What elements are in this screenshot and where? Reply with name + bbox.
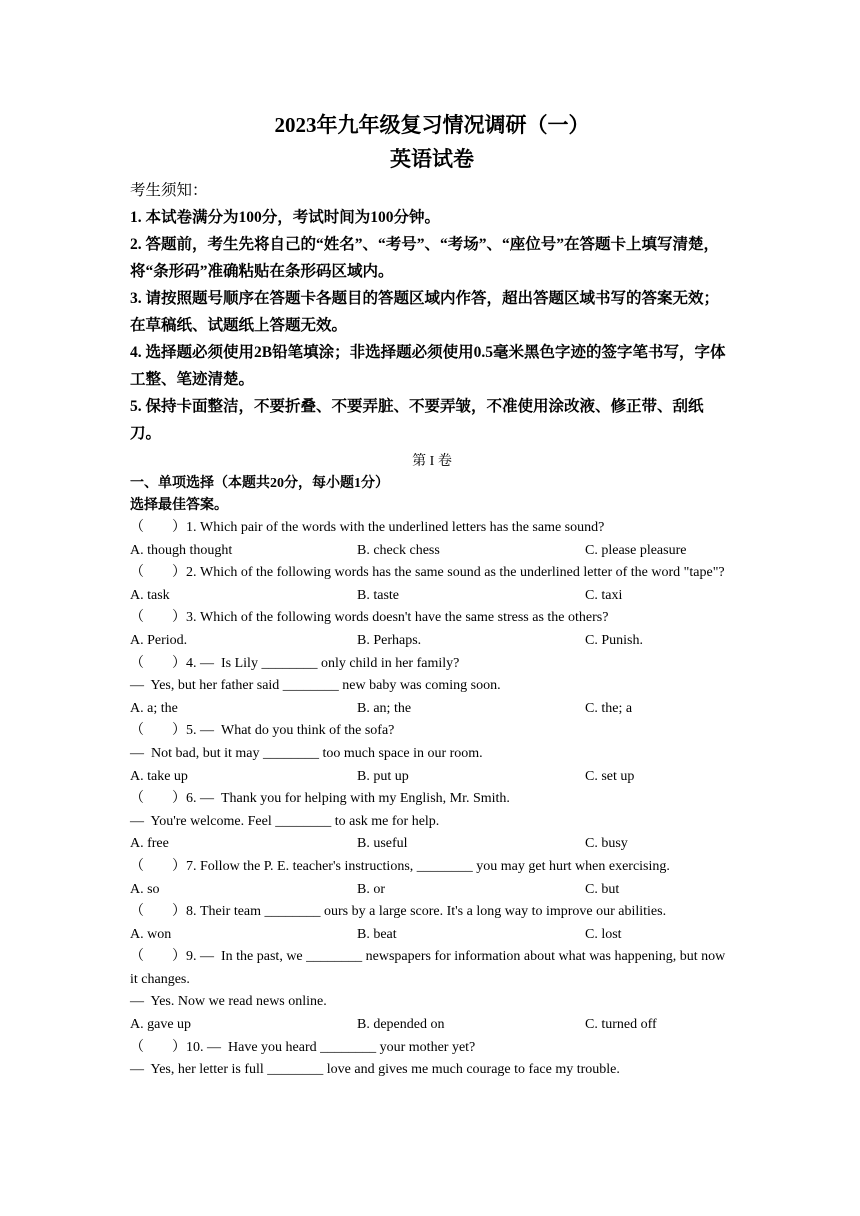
notice-rule: 2. 答题前，考生先将自己的“姓名”、“考号”、“考场”、“座位号”在答题卡上填写清楚，将“条形码”准确粘贴在条形码区域内。 (130, 236, 720, 280)
question-stem: （ ）1. Which pair of the words with the underlined letters has the same sound? (130, 520, 605, 535)
option: A. Period. (130, 632, 188, 648)
option: B. Perhaps. (357, 632, 422, 648)
option: B. depended on (357, 1017, 445, 1033)
notice-rule: 4. 选择题必须使用2B铅笔填涂；非选择题必须使用0.5毫米黑色字迹的签字笔书写，字体工整、笔迹清楚。 (130, 344, 726, 388)
option-row (130, 879, 734, 902)
option-row (130, 924, 734, 947)
option: A. so (130, 881, 160, 897)
option: A. task (130, 587, 170, 603)
option: C. lost (585, 926, 622, 942)
option: C. please pleasure (585, 542, 687, 558)
volume-label: 第 I 卷 (412, 454, 452, 469)
option: A. take up (130, 768, 188, 784)
part-heading: 一、单项选择（本题共20分，每小题1分） (130, 476, 389, 491)
option: B. check chess (357, 542, 440, 558)
question-stem: （ ）7. Follow the P. E. teacher's instructions, ________ you may get hurt when exercising. (130, 858, 670, 874)
question-stem: （ ）6. — Thank you for helping with my English, Mr. Smith. (130, 791, 510, 807)
option: C. the; a (585, 700, 633, 716)
option-row (130, 698, 734, 721)
option: A. though thought (130, 542, 233, 558)
question-reply: — Yes, but her father said ________ new baby was coming soon. (130, 678, 501, 694)
option: C. turned off (585, 1017, 657, 1033)
option: A. won (130, 926, 172, 942)
option: B. put up (357, 768, 409, 784)
question-stem: （ ）4. — Is Lily ________ only child in her family? (130, 655, 460, 671)
notice-rule: 1. 本试卷满分为100分，考试时间为100分钟。 (130, 209, 441, 226)
option: A. free (130, 836, 169, 852)
option: B. beat (357, 926, 397, 942)
option-row (130, 540, 734, 563)
option: C. Punish. (585, 632, 643, 648)
option: C. set up (585, 768, 635, 784)
notice-heading: 考生须知： (130, 182, 208, 199)
exam-page (130, 108, 734, 1082)
question-stem: （ ）10. — Have you heard ________ your mother yet? (130, 1039, 476, 1055)
option: C. but (585, 881, 620, 897)
option: B. useful (357, 836, 408, 852)
question-reply: — Not bad, but it may ________ too much space in our room. (130, 745, 483, 761)
option-row (130, 833, 734, 856)
question-stem: （ ）9. — In the past, we ________ newspapers for information about what was happening, but now it changes. (130, 949, 729, 987)
option: A. a; the (130, 700, 178, 716)
option: B. taste (357, 587, 399, 603)
page-subtitle: 英语试卷 (390, 147, 474, 171)
question-stem: （ ）2. Which of the following words has the same sound as the underlined letter of the word "tape"? (130, 565, 725, 581)
page-title: 2023年九年级复习情况调研（一） (274, 113, 590, 137)
option: A. gave up (130, 1017, 192, 1033)
question-reply: — Yes. Now we read news online. (130, 994, 327, 1010)
option: C. busy (585, 836, 628, 852)
question-stem: （ ）5. — What do you think of the sofa? (130, 723, 395, 739)
option-row (130, 766, 734, 789)
question-stem: （ ）3. Which of the following words doesn't have the same stress as the others? (130, 610, 609, 626)
notice-rule: 3. 请按照题号顺序在答题卡各题目的答题区域内作答，超出答题区域书写的答案无效；在草稿纸、试题纸上答题无效。 (130, 290, 720, 334)
option: B. or (357, 881, 385, 897)
question-reply: — You're welcome. Feel ________ to ask me for help. (130, 813, 440, 829)
option: C. taxi (585, 587, 623, 603)
question-stem: （ ）8. Their team ________ ours by a large score. It's a long way to improve our abilities. (130, 904, 667, 920)
option-row (130, 585, 734, 608)
option-row (130, 630, 734, 653)
option: B. an; the (357, 700, 412, 716)
part-instruction: 选择最佳答案。 (130, 498, 228, 513)
option-row (130, 1014, 734, 1037)
question-reply: — Yes, her letter is full ________ love and gives me much courage to face my trouble. (130, 1062, 620, 1078)
notice-rule: 5. 保持卡面整洁，不要折叠、不要弄脏、不要弄皱，不准使用涂改液、修正带、刮纸刀。 (130, 398, 704, 442)
